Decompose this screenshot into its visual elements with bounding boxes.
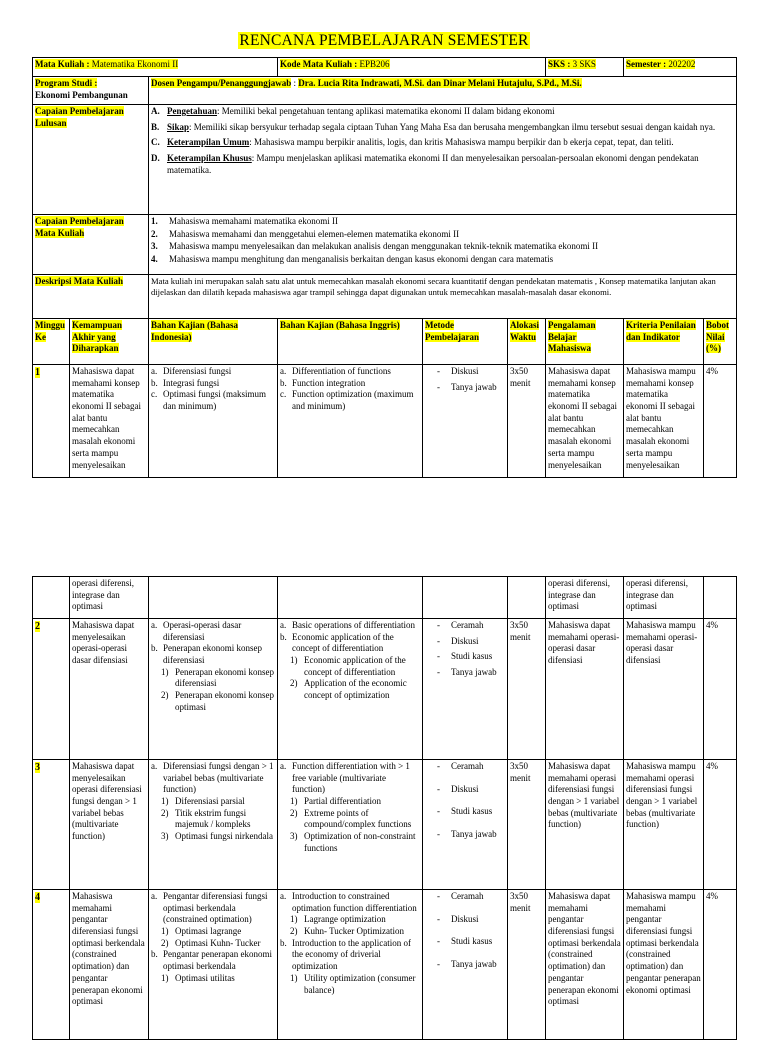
cpmk-marker: 3. bbox=[151, 241, 158, 252]
col-header-bobot: Bobot Nilai (%) bbox=[704, 319, 737, 365]
cpmk-label: Capaian Pembelajaran Mata Kuliah bbox=[33, 215, 149, 275]
week-row-continuation bbox=[33, 577, 737, 619]
metode-text: Tanya jawab bbox=[451, 959, 497, 970]
subtopic-item bbox=[151, 938, 275, 950]
topic-marker: 1) bbox=[290, 972, 298, 983]
topic-marker: a. bbox=[151, 366, 158, 376]
metode-text: Ceramah bbox=[451, 891, 484, 901]
topic-marker: a. bbox=[280, 620, 287, 630]
col-header-minggu: Minggu Ke bbox=[33, 319, 70, 365]
topic-marker: 1) bbox=[161, 926, 169, 937]
bk-eng-cell bbox=[278, 890, 423, 1040]
topic-text: Utility optimization (consumer balance) bbox=[304, 972, 416, 995]
metode-dash: - bbox=[437, 366, 441, 376]
metode-list bbox=[425, 620, 505, 679]
pengalaman-cell: Mahasiswa dapat memahami operasi-operasi dasar difensiasi bbox=[546, 619, 624, 760]
pengalaman-cell: operasi diferensi, integrase dan optimasi bbox=[546, 577, 624, 619]
metode-dash: - bbox=[437, 635, 440, 646]
metode-text: Tanya jawab bbox=[451, 667, 497, 678]
kemampuan-cell: Mahasiswa dapat menyelesaikan operasi diferensiasi fungsi dengan > 1 variabel bebas (multivariate function) bbox=[70, 760, 149, 890]
metode-text: Studi kasus bbox=[451, 806, 493, 817]
metode-cell bbox=[423, 577, 508, 619]
topic-marker: 1) bbox=[161, 796, 169, 807]
metode-text: Tanya jawab bbox=[451, 381, 497, 392]
topic-text: Titik ekstrim fungsi majemuk / kompleks bbox=[175, 807, 251, 830]
col-header-alokasi: Alokasi Waktu bbox=[508, 319, 546, 365]
metode-cell bbox=[423, 619, 508, 760]
cpmk-content bbox=[149, 215, 737, 275]
bk-indo-cell bbox=[149, 365, 278, 478]
subtopic-item bbox=[151, 690, 275, 713]
subtopic-item bbox=[151, 796, 275, 808]
topic-item bbox=[151, 389, 275, 412]
bk-eng-list bbox=[280, 761, 420, 855]
bk-indo-list bbox=[151, 761, 275, 843]
deskripsi-label: Deskripsi Mata Kuliah bbox=[33, 275, 149, 319]
topic-text: Economic application of the concept of differentiation bbox=[292, 631, 394, 654]
bobot-cell: 4% bbox=[704, 365, 737, 478]
subtopic-item bbox=[280, 973, 420, 996]
topic-text: Optimasi utilitas bbox=[175, 972, 235, 983]
topic-item bbox=[280, 938, 420, 973]
topic-marker: a. bbox=[151, 761, 158, 771]
bk-indo-list bbox=[151, 366, 275, 413]
cpl-term: Keterampilan Khusus bbox=[167, 153, 252, 164]
topic-item bbox=[151, 620, 275, 643]
topic-text: Optimasi fungsi (maksimum dan minimum) bbox=[163, 389, 266, 412]
metode-list bbox=[425, 761, 505, 841]
topic-item bbox=[280, 378, 420, 390]
metode-dash: - bbox=[437, 891, 440, 901]
metode-dash: - bbox=[437, 761, 440, 771]
metode-dash: - bbox=[437, 936, 440, 947]
topic-marker: b. bbox=[151, 377, 158, 388]
subtopic-item bbox=[151, 973, 275, 985]
bk-indo-cell bbox=[149, 619, 278, 760]
bobot-cell: 4% bbox=[704, 760, 737, 890]
metode-dash: - bbox=[437, 667, 440, 678]
subtopic-item bbox=[280, 914, 420, 926]
topic-marker: 1) bbox=[161, 972, 169, 983]
metode-text: Studi kasus bbox=[451, 936, 493, 947]
cpl-text: Keterampilan Khusus: Mampu menjelaskan aplikasi matematika ekonomi II dan menyelesaikan persoalan-persoalan ekonomi dengan pendekatan matematika. bbox=[167, 153, 699, 175]
col-header-pengalaman: Pengalaman Belajar Mahasiswa bbox=[546, 319, 624, 365]
topic-item bbox=[280, 389, 420, 412]
col-header-kemampuan: Kemampuan Akhir yang Diharapkan bbox=[70, 319, 149, 365]
topic-text: Operasi-operasi dasar diferensiasi bbox=[163, 620, 242, 642]
week-number: 4 bbox=[33, 890, 70, 1040]
week-number: 3 bbox=[33, 760, 70, 890]
metode-item bbox=[425, 651, 505, 663]
kriteria-cell: operasi diferensi, integrase dan optimasi bbox=[624, 577, 704, 619]
topic-text: Penerapan ekonomi konsep diferensiasi bbox=[175, 666, 274, 689]
topic-marker: 2) bbox=[290, 678, 298, 689]
cpmk-text: Mahasiswa mampu menyelesaikan dan melakukan analisis dengan menggunakan teknik-teknik matematika ekonomi II bbox=[169, 241, 599, 252]
metode-item bbox=[425, 620, 505, 632]
pengalaman-cell: Mahasiswa dapat memahami operasi diferensiasi fungsi dengan > 1 variabel bebas (multivariate function) bbox=[546, 760, 624, 890]
cpl-text: Pengetahuan: Memiliki bekal pengetahuan tentang aplikasi matematika ekonomi II dalam bidang ekonomi bbox=[167, 106, 555, 116]
topic-item bbox=[280, 632, 420, 655]
topic-item bbox=[151, 366, 275, 378]
metode-dash: - bbox=[437, 783, 440, 794]
metode-text: Diskusi bbox=[451, 366, 479, 376]
cpmk-item bbox=[151, 229, 734, 241]
metode-text: Ceramah bbox=[451, 620, 484, 630]
topic-text: Integrasi fungsi bbox=[163, 377, 220, 388]
subtopic-item bbox=[280, 655, 420, 678]
topic-text: Optimasi lagrange bbox=[175, 926, 242, 937]
metode-item bbox=[425, 382, 505, 394]
metode-text: Studi kasus bbox=[451, 651, 493, 662]
subtopic-item bbox=[280, 831, 420, 854]
bobot-cell: 4% bbox=[704, 890, 737, 1040]
cpl-text: Keterampilan Umum: Mahasiswa mampu berpikir analitis, logis, dan kritis Mahasiswa mampu berpikir dan b ekerja cepat, tepat, dan teliti. bbox=[167, 137, 674, 148]
bobot-cell: 4% bbox=[704, 619, 737, 760]
metode-cell bbox=[423, 365, 508, 478]
topic-marker: c. bbox=[280, 389, 287, 400]
metode-text: Diskusi bbox=[451, 913, 479, 924]
topic-text: Introduction to the application of the economy of driverial optimization bbox=[292, 937, 411, 972]
alokasi-cell: 3x50 menit bbox=[508, 365, 546, 478]
bk-eng-list bbox=[280, 620, 420, 702]
metode-dash: - bbox=[437, 651, 440, 662]
kriteria-cell: Mahasiswa mampu memahami konsep matematika ekonomi II sebagai alat bantu memecahkan masalah ekonomi serta mampu menyelesaikan bbox=[624, 365, 704, 478]
cpmk-marker: 1. bbox=[151, 216, 158, 226]
topic-text: Function integration bbox=[292, 377, 366, 388]
kemampuan-cell: Mahasiswa dapat memahami konsep matematika ekonomi II sebagai alat bantu memecahkan masalah ekonomi serta mampu menyelesaikan bbox=[70, 365, 149, 478]
topic-marker: b. bbox=[151, 643, 158, 654]
col-header-bk-indo: Bahan Kajian (Bahasa Indonesia) bbox=[149, 319, 278, 365]
metode-text: Tanya jawab bbox=[451, 829, 497, 840]
cpmk-text: Mahasiswa memahami matematika ekonomi II bbox=[169, 216, 338, 226]
program-studi-cell: Program Studi : Ekonomi Pembangunan bbox=[33, 77, 149, 105]
metode-item bbox=[425, 914, 505, 926]
metode-text: Diskusi bbox=[451, 635, 479, 646]
topic-text: Function differentiation with > 1 free variable (multivariate function) bbox=[292, 761, 410, 795]
kemampuan-cell: Mahasiswa memahami pengantar diferensiasi fungsi optimasi berkendala (constrained optimation) dan pengantar penerapan ekonomi optimasi bbox=[70, 890, 149, 1040]
topic-marker: b. bbox=[280, 937, 287, 948]
topic-text: Penerapan ekonomi konsep optimasi bbox=[175, 690, 274, 712]
mata-kuliah-cell: Mata Kuliah : Matematika Ekonomi II bbox=[33, 58, 278, 77]
cpl-text: Sikap: Memiliki sikap bersyukur terhadap segala ciptaan Tuhan Yang Maha Esa dan berusaha mengembangkan ilmu tersebut sesuai dengan kaidah nya. bbox=[167, 121, 716, 132]
topic-text: Diferensiasi fungsi bbox=[163, 366, 232, 376]
semester-cell: Semester : 202202 bbox=[624, 58, 737, 77]
topic-text: Introduction to constrained optimation function differentiation bbox=[292, 891, 417, 913]
cpl-term: Sikap bbox=[167, 121, 190, 132]
cpl-term: Pengetahuan bbox=[167, 106, 218, 116]
bobot-cell bbox=[704, 577, 737, 619]
subtopic-item bbox=[151, 667, 275, 690]
topic-marker: 1) bbox=[161, 666, 169, 677]
topic-marker: 2) bbox=[290, 807, 298, 818]
topic-marker: c. bbox=[151, 389, 158, 400]
cpmk-text: Mahasiswa mampu menghitung dan menganalisis berkaitan dengan kasus ekonomi dengan cara matematis bbox=[169, 254, 554, 265]
topic-text: Pengantar penerapan ekonomi optimasi berkendala bbox=[163, 949, 272, 972]
col-header-bk-eng: Bahan Kajian (Bahasa Inggris) bbox=[278, 319, 423, 365]
cpl-label: Capaian Pembelajaran Lulusan bbox=[33, 105, 149, 215]
alokasi-cell: 3x50 menit bbox=[508, 890, 546, 1040]
bk-indo-list bbox=[151, 620, 275, 714]
metode-item bbox=[425, 667, 505, 679]
alokasi-cell bbox=[508, 577, 546, 619]
cpl-marker: D. bbox=[151, 153, 160, 164]
topic-text: Partial differentiation bbox=[304, 796, 382, 807]
topic-marker: a. bbox=[151, 620, 158, 630]
bk-eng-cell bbox=[278, 577, 423, 619]
subtopic-item bbox=[151, 926, 275, 938]
metode-item bbox=[425, 806, 505, 818]
bk-eng-list bbox=[280, 366, 420, 413]
topic-text: Basic operations of differentiation bbox=[292, 620, 416, 630]
cpl-item bbox=[151, 106, 734, 118]
alokasi-cell: 3x50 menit bbox=[508, 619, 546, 760]
cpmk-marker: 2. bbox=[151, 228, 158, 239]
cpl-marker: C. bbox=[151, 137, 160, 148]
metode-item bbox=[425, 366, 505, 378]
topic-item bbox=[280, 620, 420, 632]
metode-item bbox=[425, 636, 505, 648]
metode-dash: - bbox=[437, 620, 440, 630]
bk-eng-cell bbox=[278, 365, 423, 478]
cpl-marker: B. bbox=[151, 121, 160, 132]
kriteria-cell: Mahasiswa mampu memahami pengantar diferensiasi fungsi optimasi berkendala (constrained optimation) dan pengantar penerapan ekonomi optimasi bbox=[624, 890, 704, 1040]
metode-item bbox=[425, 784, 505, 796]
week-row bbox=[33, 365, 737, 478]
week-number bbox=[33, 577, 70, 619]
topic-marker: 2) bbox=[290, 926, 298, 937]
topic-item bbox=[151, 761, 275, 796]
week-row bbox=[33, 890, 737, 1040]
topic-text: Kuhn- Tucker Optimization bbox=[304, 926, 404, 937]
topic-marker: 1) bbox=[290, 796, 298, 807]
topic-marker: a. bbox=[280, 366, 287, 376]
metode-dash: - bbox=[437, 806, 440, 817]
bk-eng-list bbox=[280, 891, 420, 996]
topic-item bbox=[280, 761, 420, 796]
cpl-marker: A. bbox=[151, 106, 160, 116]
topic-marker: 2) bbox=[161, 807, 169, 818]
metode-text: Diskusi bbox=[451, 783, 479, 794]
bk-indo-cell bbox=[149, 760, 278, 890]
topic-text: Diferensiasi fungsi dengan > 1 variabel bebas (multivariate function) bbox=[163, 761, 274, 795]
alokasi-cell: 3x50 menit bbox=[508, 760, 546, 890]
topic-marker: a. bbox=[151, 891, 158, 901]
subtopic-item bbox=[280, 796, 420, 808]
bk-eng-cell bbox=[278, 619, 423, 760]
metode-text: Ceramah bbox=[451, 761, 484, 771]
topic-item bbox=[280, 366, 420, 378]
subtopic-item bbox=[280, 926, 420, 938]
metode-list bbox=[425, 891, 505, 971]
topic-text: Pengantar diferensiasi fungsi optimasi berkendala (constrained optimation) bbox=[163, 891, 268, 925]
topic-item bbox=[151, 891, 275, 926]
topic-text: Optimasi Kuhn- Tucker bbox=[175, 937, 261, 948]
cpl-item bbox=[151, 153, 734, 176]
topic-text: Diferensiasi parsial bbox=[175, 796, 245, 807]
cpmk-list bbox=[151, 216, 734, 266]
kemampuan-cell: Mahasiswa dapat menyelesaikan operasi-operasi dasar difensiasi bbox=[70, 619, 149, 760]
kode-mk-cell: Kode Mata Kuliah : EPB206 bbox=[278, 58, 546, 77]
metode-item bbox=[425, 829, 505, 841]
topic-marker: 2) bbox=[161, 937, 169, 948]
metode-item bbox=[425, 936, 505, 948]
topic-marker: 1) bbox=[290, 914, 298, 925]
rps-table-page1 bbox=[32, 57, 737, 478]
bk-indo-cell bbox=[149, 577, 278, 619]
col-header-metode: Metode Pembelajaran bbox=[423, 319, 508, 365]
topic-marker: 1) bbox=[290, 655, 298, 666]
topic-marker: a. bbox=[280, 761, 287, 771]
topic-marker: 2) bbox=[161, 690, 169, 701]
bk-indo-list bbox=[151, 891, 275, 985]
topic-marker: a. bbox=[280, 891, 287, 901]
subtopic-item bbox=[151, 808, 275, 831]
cpl-item bbox=[151, 122, 734, 134]
deskripsi-content: Mata kuliah ini merupakan salah satu alat untuk memecahkan masalah ekonomi secara kuantitatif dengan pendekatan matematis , Konsep matematika lanjutan akan dijelaskan dan dilatih kepada mahasiswa agar trampil sehingga dapat digunakan untuk memecahkan masalah-masalah dasar ekonomi. bbox=[149, 275, 737, 319]
document-title: RENCANA PEMBELAJARAN SEMESTER bbox=[239, 32, 529, 49]
kemampuan-cell: operasi diferensi, integrase dan optimasi bbox=[70, 577, 149, 619]
col-header-kriteria: Kriteria Penilaian dan Indikator bbox=[624, 319, 704, 365]
topic-text: Lagrange optimization bbox=[304, 914, 386, 925]
metode-dash: - bbox=[437, 913, 440, 924]
cpmk-item bbox=[151, 254, 734, 266]
topic-marker: 3) bbox=[161, 831, 169, 842]
topic-text: Optimization of non-constraint functions bbox=[304, 831, 416, 853]
topic-item bbox=[151, 949, 275, 972]
metode-item bbox=[425, 959, 505, 971]
week-row bbox=[33, 619, 737, 760]
bk-eng-cell bbox=[278, 760, 423, 890]
rps-table-page2 bbox=[32, 576, 737, 1040]
topic-text: Differentiation of functions bbox=[292, 366, 391, 376]
week-row bbox=[33, 760, 737, 890]
subtopic-item bbox=[280, 678, 420, 701]
topic-text: Application of the economic concept of optimization bbox=[304, 678, 407, 701]
topic-item bbox=[280, 891, 420, 914]
topic-marker: 3) bbox=[290, 831, 298, 842]
cpl-list bbox=[151, 106, 734, 176]
kriteria-cell: Mahasiswa mampu memahami operasi-operasi dasar difensiasi bbox=[624, 619, 704, 760]
metode-item bbox=[425, 761, 505, 773]
metode-dash: - bbox=[437, 381, 441, 392]
cpl-item bbox=[151, 137, 734, 149]
topic-marker: b. bbox=[280, 377, 287, 388]
cpmk-text: Mahasiswa memahami dan menggetahui elemen-elemen matematika ekonomi II bbox=[169, 228, 460, 239]
metode-dash: - bbox=[437, 829, 440, 840]
metode-list bbox=[425, 366, 505, 393]
topic-text: Function optimization (maximum and minimum) bbox=[292, 389, 414, 412]
week-number: 1 bbox=[33, 365, 70, 478]
metode-cell bbox=[423, 890, 508, 1040]
topic-text: Extreme points of compound/complex functions bbox=[304, 807, 412, 830]
topic-marker: b. bbox=[151, 949, 158, 960]
subtopic-item bbox=[151, 831, 275, 843]
bk-indo-cell bbox=[149, 890, 278, 1040]
sks-cell: SKS : 3 SKS bbox=[546, 58, 624, 77]
topic-text: Optimasi fungsi nirkendala bbox=[175, 831, 273, 842]
topic-marker: b. bbox=[280, 631, 287, 642]
pengalaman-cell: Mahasiswa dapat memahami pengantar diferensiasi fungsi optimasi berkendala (constrained optimation) dan pengantar penerapan ekonomi optimasi bbox=[546, 890, 624, 1040]
topic-text: Penerapan ekonomi konsep diferensiasi bbox=[163, 643, 262, 666]
metode-dash: - bbox=[437, 959, 440, 970]
dosen-cell: Dosen Pengampu/Penanggungjawab : Dra. Lucia Rita Indrawati, M.Si. dan Dinar Melani Hutajulu, S.Pd., M.Si. bbox=[149, 77, 737, 105]
topic-item bbox=[151, 643, 275, 666]
cpmk-marker: 4. bbox=[151, 254, 158, 265]
metode-item bbox=[425, 891, 505, 903]
topic-item bbox=[151, 378, 275, 390]
cpl-term: Keterampilan Umum bbox=[167, 137, 250, 148]
cpl-content bbox=[149, 105, 737, 215]
cpmk-item bbox=[151, 241, 734, 253]
metode-cell bbox=[423, 760, 508, 890]
subtopic-item bbox=[280, 808, 420, 831]
cpmk-item bbox=[151, 216, 734, 228]
week-number: 2 bbox=[33, 619, 70, 760]
kriteria-cell: Mahasiswa mampu memahami operasi diferensiasi fungsi dengan > 1 variabel bebas (multivariate function) bbox=[624, 760, 704, 890]
pengalaman-cell: Mahasiswa dapat memahami konsep matematika ekonomi II sebagai alat bantu memecahkan masalah ekonomi serta mampu menyelesaikan bbox=[546, 365, 624, 478]
topic-text: Economic application of the concept of differentiation bbox=[304, 655, 406, 677]
